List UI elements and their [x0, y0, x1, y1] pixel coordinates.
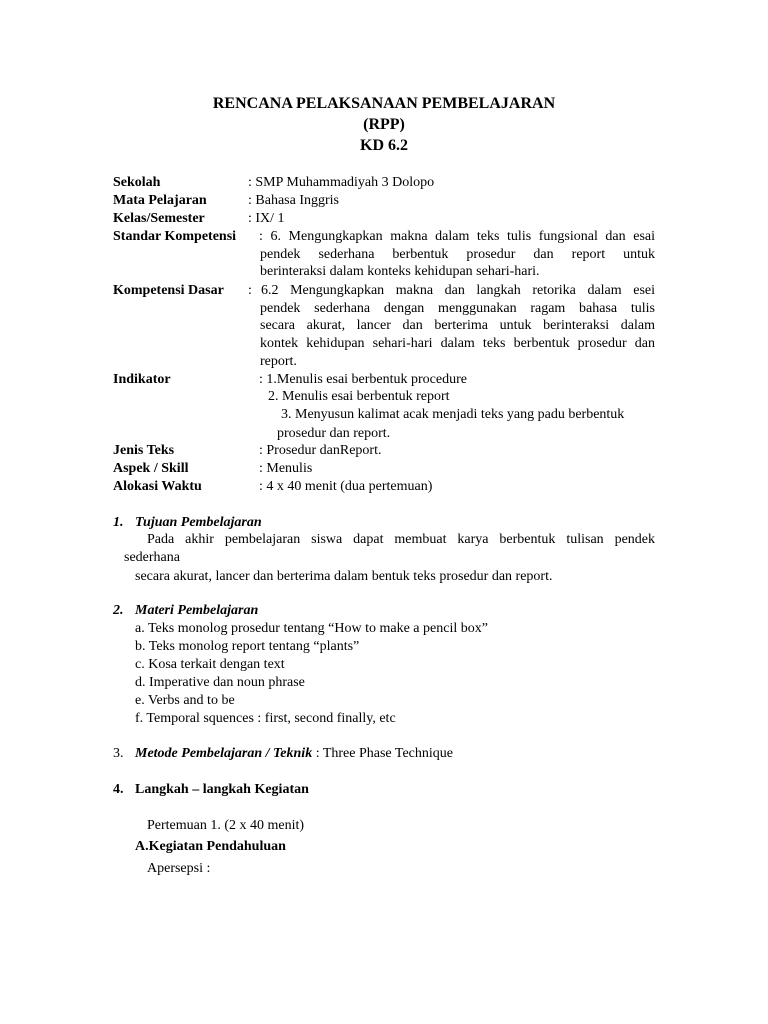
section-number: 2.: [113, 603, 124, 618]
materi-heading: Materi Pembelajaran: [135, 603, 259, 618]
kd-line: kontek kehidupan sehari-hari dalam teks berbentuk prosedur dan: [260, 336, 655, 351]
kegiatan-heading: A.Kegiatan Pendahuluan: [135, 839, 286, 854]
langkah-heading: Langkah – langkah Kegiatan: [135, 782, 309, 797]
jenis-value: : Prosedur danReport.: [259, 443, 382, 458]
indikator-label: Indikator: [113, 372, 171, 387]
kd-line: report.: [260, 354, 297, 369]
metode-line: [135, 745, 453, 763]
mapel-value: : Bahasa Inggris: [248, 193, 339, 208]
metode-value: : Three Phase Technique: [312, 746, 453, 761]
sk-line: berinteraksi dalam konteks kehidupan sehari-hari.: [260, 264, 540, 279]
kd-line: 6.2 Mengungkapkan makna dan langkah retorika dalam esei: [261, 283, 655, 298]
sekolah-label: Sekolah: [113, 175, 161, 190]
metode-heading: Metode Pembelajaran / Teknik: [135, 746, 313, 761]
sk-label: Standar Kompetensi: [113, 229, 237, 244]
sk-line: pendek sederhana berbentuk prosedur dan report untuk: [260, 247, 655, 262]
mapel-label: Mata Pelajaran: [113, 193, 207, 208]
materi-item: f. Temporal squences : first, second finally, etc: [135, 711, 396, 726]
document-title: RENCANA PELAKSANAAN PEMBELAJARAN: [212, 95, 556, 112]
alokasi-label: Alokasi Waktu: [113, 479, 202, 494]
indikator-line: 2. Menulis esai berbentuk report: [268, 389, 450, 404]
indikator-line: prosedur dan report.: [277, 426, 391, 441]
kelas-label: Kelas/Semester: [113, 211, 205, 226]
jenis-label: Jenis Teks: [113, 443, 175, 458]
aspek-value: : Menulis: [259, 461, 313, 476]
sekolah-value: : SMP Muhammadiyah 3 Dolopo: [248, 175, 435, 190]
materi-item: a. Teks monolog prosedur tentang “How to make a pencil box”: [135, 621, 488, 636]
tujuan-text: secara akurat, lancer dan berterima dalam bentuk teks prosedur dan report.: [135, 569, 553, 584]
tujuan-text: sederhana: [124, 550, 180, 565]
kd-colon: :: [248, 283, 252, 298]
sk-line: : 6. Mengungkapkan makna dalam teks tulis fungsional dan esai: [259, 229, 655, 244]
pertemuan-label: Pertemuan 1. (2 x 40 menit): [147, 818, 305, 833]
materi-item: b. Teks monolog report tentang “plants”: [135, 639, 360, 654]
document-kd: KD 6.2: [360, 137, 408, 154]
materi-item: d. Imperative dan noun phrase: [135, 675, 305, 690]
tujuan-heading: Tujuan Pembelajaran: [135, 515, 262, 530]
document-subtitle: (RPP): [363, 116, 405, 133]
kd-line: secara akurat, lancer dan berterima untuk berinteraksi dalam: [260, 318, 655, 333]
section-number: 1.: [113, 515, 124, 530]
aspek-label: Aspek / Skill: [113, 461, 189, 476]
section-number: 3.: [113, 746, 124, 761]
apersepsi-label: Apersepsi :: [147, 861, 211, 876]
tujuan-text: Pada akhir pembelajaran siswa dapat membuat karya berbentuk tulisan pendek: [147, 532, 655, 547]
materi-item: c. Kosa terkait dengan text: [135, 657, 285, 672]
indikator-line: : 1.Menulis esai berbentuk procedure: [259, 372, 467, 387]
materi-item: e. Verbs and to be: [135, 693, 235, 708]
kd-line: pendek sederhana dengan menggunakan ragam bahasa tulis: [260, 301, 655, 316]
indikator-line: 3. Menyusun kalimat acak menjadi teks yang padu berbentuk: [281, 407, 625, 422]
kd-label: Kompetensi Dasar: [113, 283, 224, 298]
kelas-value: : IX/ 1: [248, 211, 285, 226]
alokasi-value: : 4 x 40 menit (dua pertemuan): [259, 479, 433, 494]
section-number: 4.: [113, 782, 124, 797]
